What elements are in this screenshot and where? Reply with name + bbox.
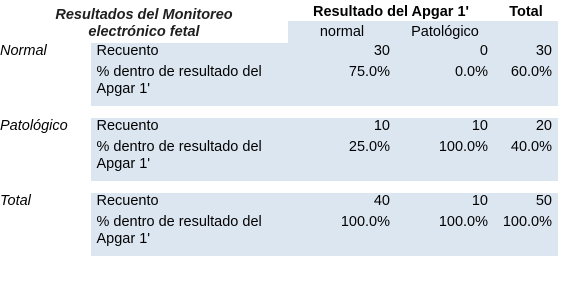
count-cell: 10 (396, 118, 494, 139)
subheader-total-blank (494, 21, 558, 43)
pct-cell: 100.0% (288, 214, 396, 256)
pct-label-line1: % dentro de resultado del (96, 214, 262, 230)
row-gap (0, 181, 558, 193)
pct-label (91, 64, 289, 106)
pct-cell: 25.0% (288, 139, 396, 181)
subheader-normal: normal (288, 21, 396, 43)
subheader-patologico: Patológico (396, 21, 494, 43)
count-cell: 40 (288, 193, 396, 214)
pct-label-line2: Apgar 1' (96, 156, 151, 172)
total-header: Total (509, 4, 543, 20)
count-label: Recuento (91, 193, 289, 214)
count-cell: 30 (494, 43, 558, 64)
count-cell: 10 (288, 118, 396, 139)
header-row (0, 4, 558, 21)
pct-label-line2: Apgar 1' (96, 81, 151, 97)
table-title-line2: electrónico fetal (88, 24, 200, 40)
pct-label (91, 214, 289, 256)
row-label-total: Total (0, 193, 31, 209)
table-title (0, 4, 288, 43)
count-cell: 50 (494, 193, 558, 214)
count-cell: 20 (494, 118, 558, 139)
table-row (0, 118, 558, 139)
crosstab-table (0, 4, 558, 256)
row-label-normal: Normal (0, 43, 47, 59)
count-label: Recuento (91, 118, 289, 139)
table-title-line1: Resultados del Monitoreo (55, 7, 233, 23)
pct-cell: 0.0% (396, 64, 494, 106)
pct-label-line1: % dentro de resultado del (96, 64, 262, 80)
pct-label (91, 139, 289, 181)
pct-cell: 100.0% (396, 139, 494, 181)
pct-label-line1: % dentro de resultado del (96, 139, 262, 155)
row-gap (0, 106, 558, 118)
pct-label-line2: Apgar 1' (96, 231, 151, 247)
count-cell: 0 (396, 43, 494, 64)
count-cell: 30 (288, 43, 396, 64)
pct-cell: 75.0% (288, 64, 396, 106)
table-row (0, 193, 558, 214)
pct-cell: 60.0% (494, 64, 558, 106)
table-row (0, 43, 558, 64)
row-label-patologico: Patológico (0, 118, 68, 134)
pct-cell: 40.0% (494, 139, 558, 181)
count-cell: 10 (396, 193, 494, 214)
count-label: Recuento (91, 43, 289, 64)
pct-cell: 100.0% (396, 214, 494, 256)
pct-cell: 100.0% (494, 214, 558, 256)
group-header: Resultado del Apgar 1' (313, 4, 469, 20)
